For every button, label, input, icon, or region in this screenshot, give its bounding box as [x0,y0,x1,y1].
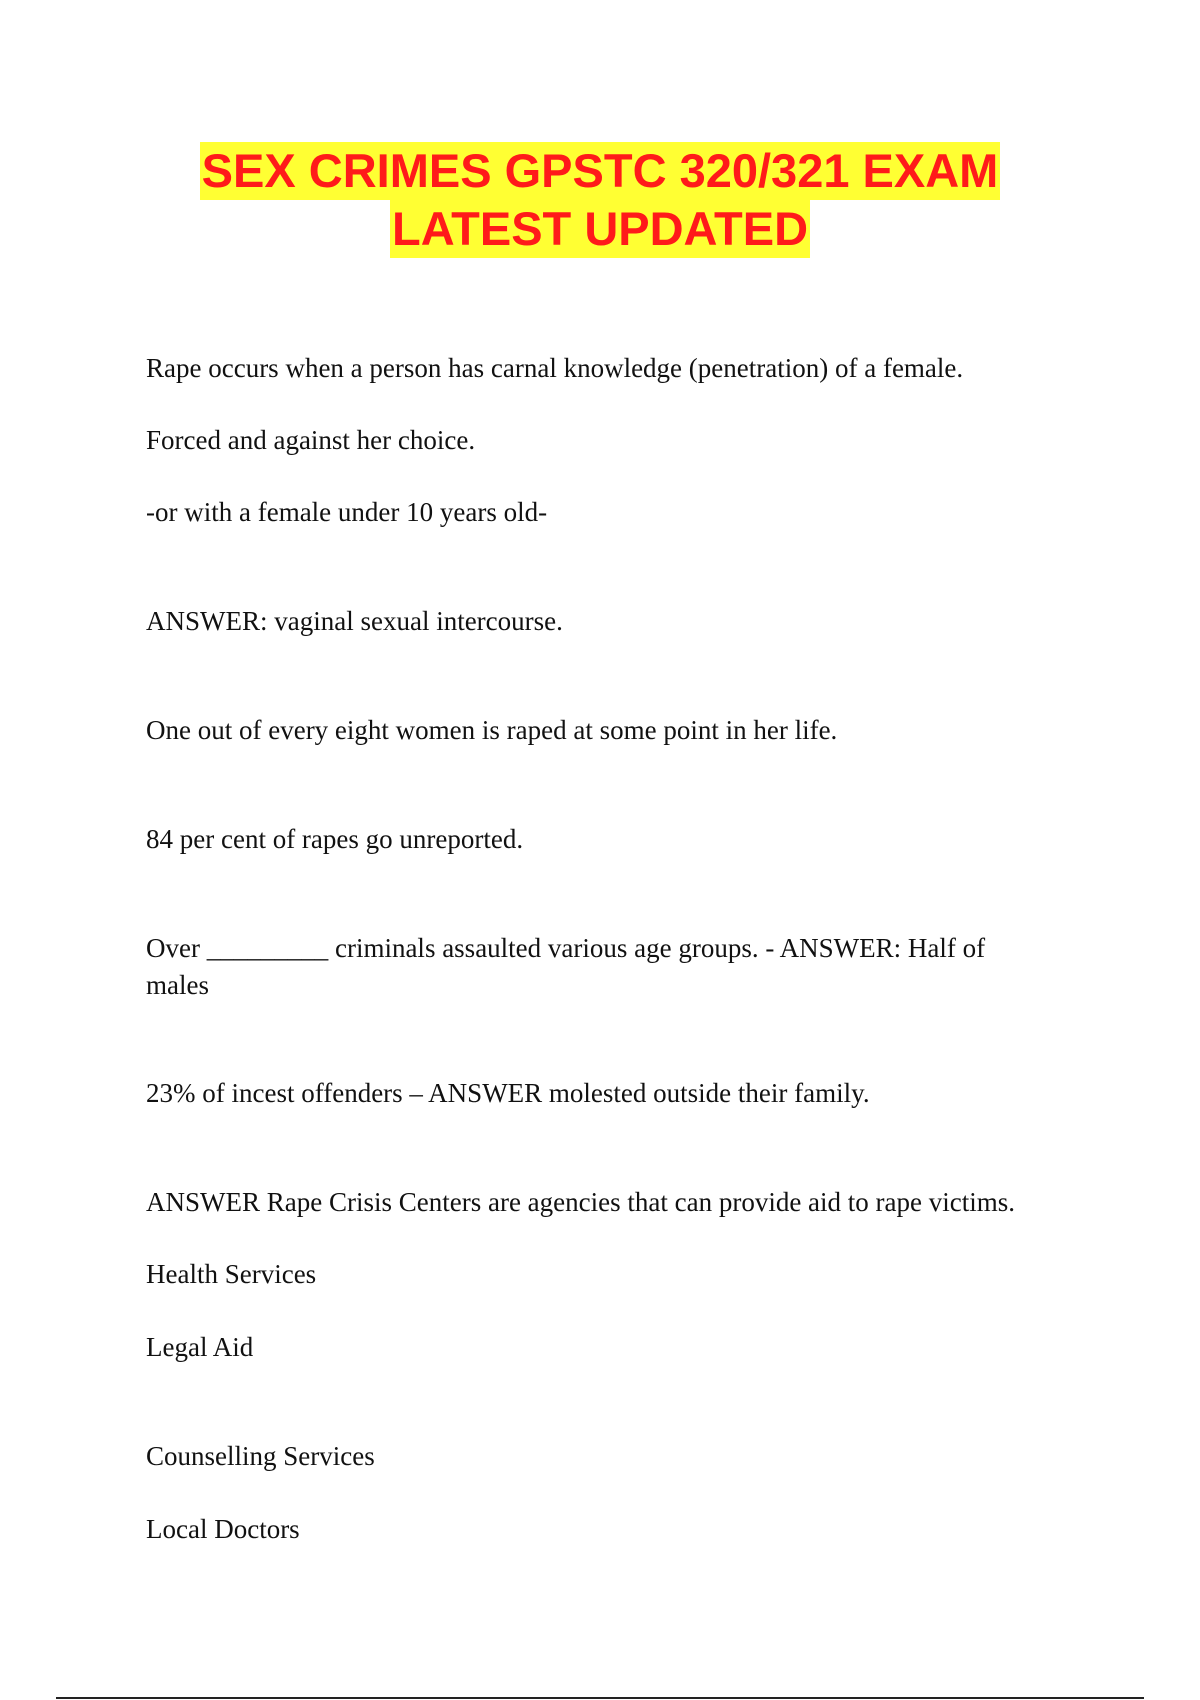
paragraph-rape-crisis-centers: ANSWER Rape Crisis Centers are agencies that can provide aid to rape victims. [146,1187,1015,1217]
paragraph-incest-offenders: 23% of incest offenders – ANSWER molested outside their family. [146,1078,870,1108]
paragraph-forced: Forced and against her choice. [146,425,476,455]
paragraph-answer-intercourse: ANSWER: vaginal sexual intercourse. [146,606,563,636]
paragraph-statistic-unreported: 84 per cent of rapes go unreported. [146,824,524,854]
list-item-local-doctors: Local Doctors [146,1514,300,1544]
list-item-legal-aid: Legal Aid [146,1332,254,1362]
paragraph-question-criminals: Over _________ criminals assaulted various age groups. - ANSWER: Half of males [146,933,986,1000]
paragraph-age: -or with a female under 10 years old- [146,497,548,527]
title-line-1: SEX CRIMES GPSTC 320/321 EXAM [200,142,1001,200]
title-line-2: LATEST UPDATED [390,200,810,258]
page-bottom-rule [56,1697,1144,1699]
list-item-health-services: Health Services [146,1259,317,1289]
paragraph-rape-definition: Rape occurs when a person has carnal knowledge (penetration) of a female. [146,353,964,383]
document-title [0,142,1200,258]
list-item-counselling-services: Counselling Services [146,1441,375,1471]
paragraph-statistic-women: One out of every eight women is raped at some point in her life. [146,715,838,745]
